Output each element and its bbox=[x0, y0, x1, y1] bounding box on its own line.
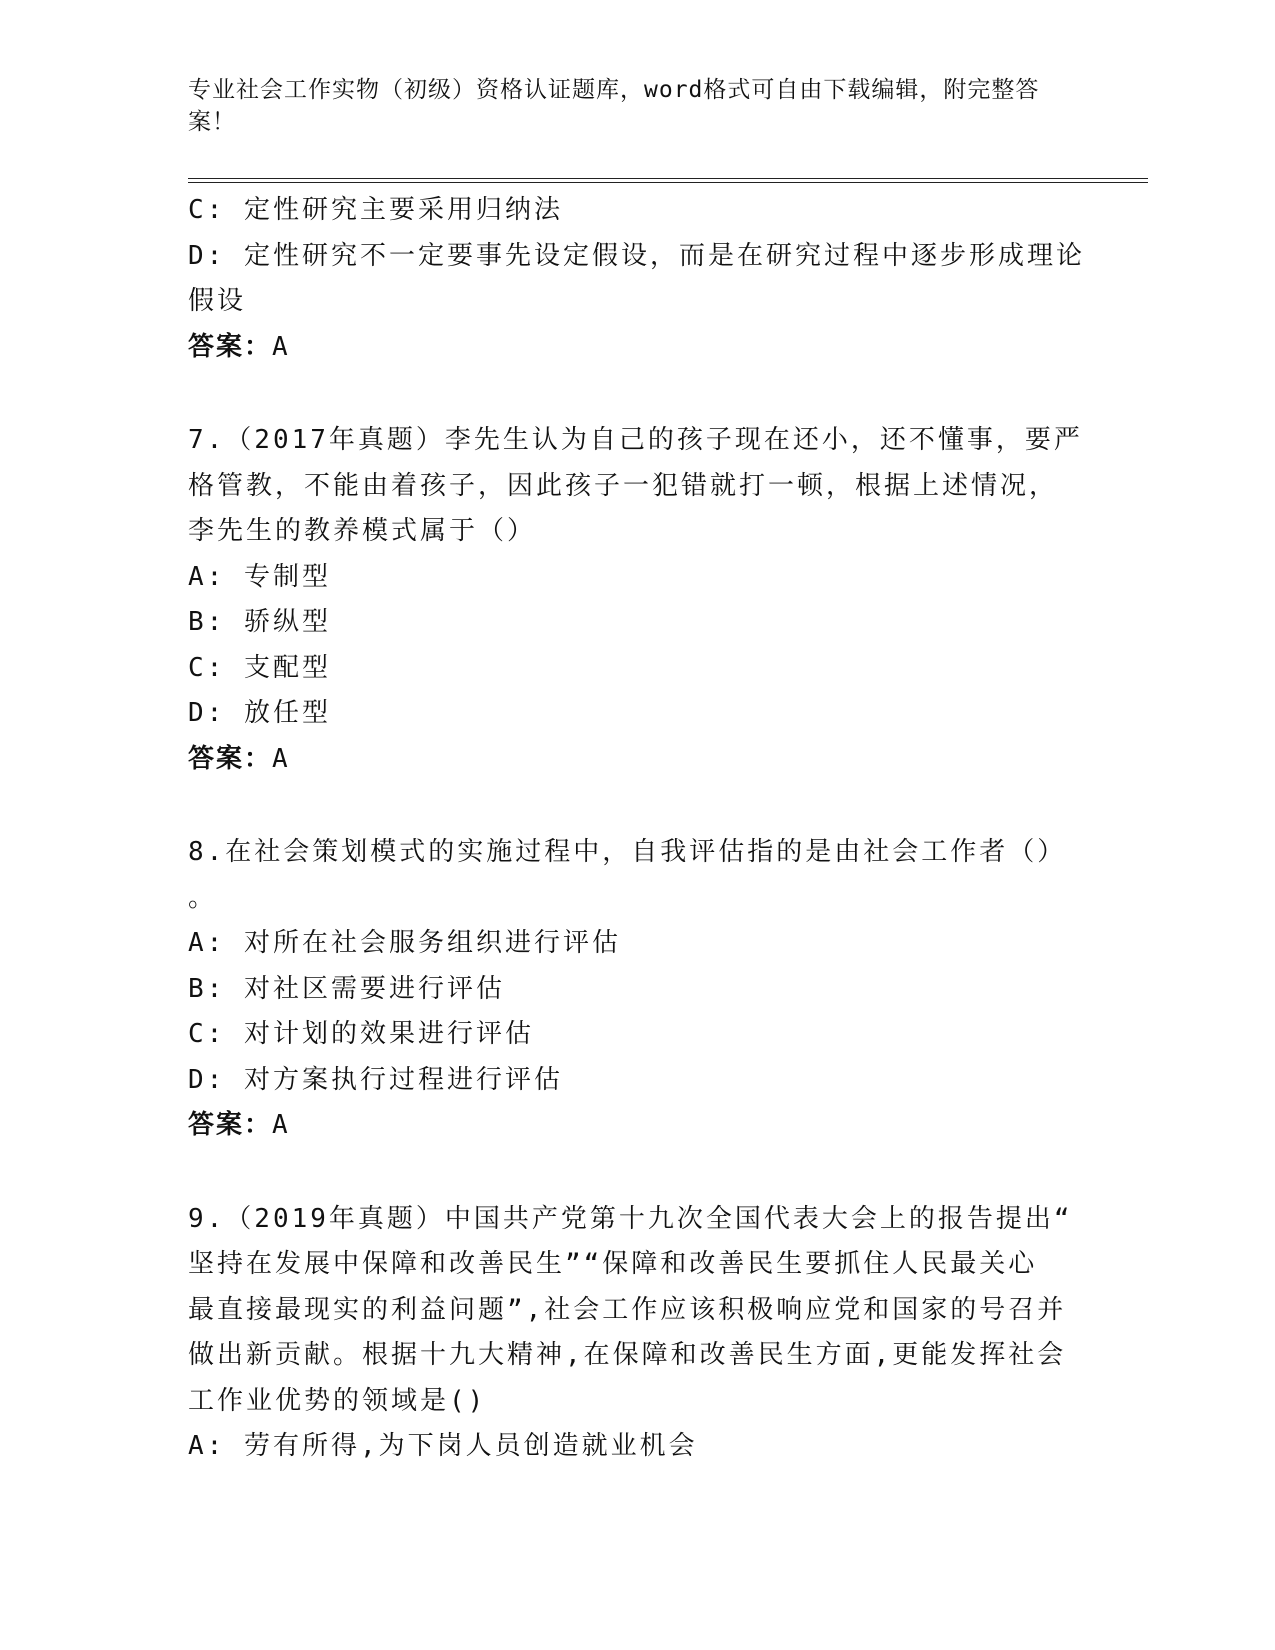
question-7-stem-cont: 格管教，不能由着孩子，因此孩子一犯错就打一顿，根据上述情况， bbox=[188, 470, 1059, 501]
header-line-2: 案！ bbox=[188, 109, 236, 135]
question-9-option-a: A: 劳有所得,为下岗人员创造就业机会 bbox=[188, 1431, 698, 1461]
answer-label: 答案： bbox=[188, 1110, 273, 1140]
question-7-option-d: D: 放任型 bbox=[188, 698, 331, 728]
question-9-stem-cont: 坚持在发展中保障和改善民生”“保障和改善民生要抓住人民最关心 bbox=[188, 1249, 1038, 1279]
question-6-option-d: D: 定性研究不一定要事先设定假设，而是在研究过程中逐步形成理论 bbox=[188, 240, 1085, 271]
question-content bbox=[188, 188, 1088, 1470]
question-6-option-c: C: 定性研究主要采用归纳法 bbox=[188, 195, 563, 225]
question-8-option-a: A: 对所在社会服务组织进行评估 bbox=[188, 928, 621, 958]
question-8 bbox=[188, 830, 1088, 1149]
question-7-stem-cont: 李先生的教养模式属于（） bbox=[188, 516, 537, 546]
header-line-1: 专业社会工作实物（初级）资格认证题库，word格式可自由下载编辑，附完整答 bbox=[188, 77, 1040, 103]
header-divider bbox=[188, 178, 1148, 183]
question-8-option-c: C: 对计划的效果进行评估 bbox=[188, 1019, 534, 1049]
question-8-option-b: B: 对社区需要进行评估 bbox=[188, 973, 505, 1004]
question-9-stem-cont: 做出新贡献。根据十九大精神,在保障和改善民生方面,更能发挥社会 bbox=[188, 1340, 1067, 1370]
question-7-option-a: A: 专制型 bbox=[188, 561, 331, 592]
question-8-answer bbox=[188, 1103, 1088, 1149]
answer-value: A bbox=[272, 331, 290, 362]
question-9 bbox=[188, 1197, 1088, 1470]
answer-label: 答案： bbox=[188, 331, 273, 362]
question-7-stem: 7.（2017年真题）李先生认为自己的孩子现在还小，还不懂事，要严 bbox=[188, 425, 1083, 455]
question-9-stem-cont: 最直接最现实的利益问题”,社会工作应该积极响应党和国家的号召并 bbox=[188, 1294, 1067, 1325]
answer-label: 答案： bbox=[188, 743, 273, 774]
answer-value: A bbox=[272, 1110, 290, 1140]
question-6-option-d-cont: 假设 bbox=[188, 286, 247, 316]
question-6-tail bbox=[188, 188, 1088, 370]
page-header bbox=[188, 74, 1068, 138]
question-6-answer bbox=[188, 325, 1088, 371]
question-7 bbox=[188, 418, 1088, 782]
question-8-stem-cont: 。 bbox=[188, 882, 218, 913]
answer-value: A bbox=[272, 743, 290, 774]
question-9-stem: 9.（2019年真题）中国共产党第十九次全国代表大会上的报告提出“ bbox=[188, 1203, 1073, 1234]
question-9-stem-cont: 工作业优势的领域是() bbox=[188, 1385, 487, 1416]
question-7-answer bbox=[188, 737, 1088, 783]
question-8-option-d: D: 对方案执行过程进行评估 bbox=[188, 1064, 563, 1095]
question-7-option-c: C: 支配型 bbox=[188, 652, 331, 683]
question-7-option-b: B: 骄纵型 bbox=[188, 607, 331, 637]
question-8-stem: 8.在社会策划模式的实施过程中，自我评估指的是由社会工作者（） bbox=[188, 837, 1067, 867]
